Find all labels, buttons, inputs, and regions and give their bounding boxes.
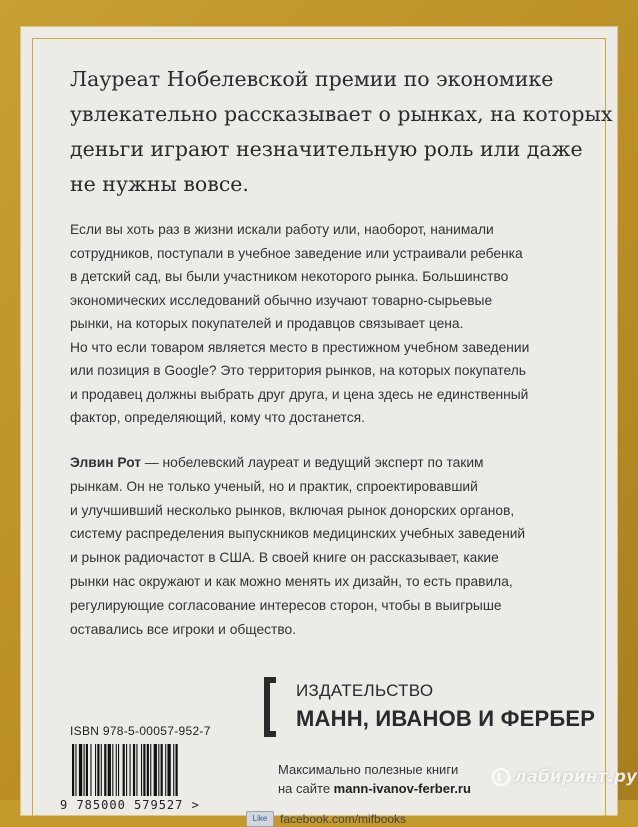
paragraph-line: экономических исследований обычно изучают товарно-сырьевые — [70, 292, 493, 308]
isbn: ISBN 978-5-00057-952-7 — [70, 724, 211, 738]
paragraph-line: систему распределения выпускников медицинских учебных заведений — [70, 526, 526, 542]
facebook-like-icon: Like — [246, 811, 274, 827]
publisher-bracket-icon — [264, 677, 276, 737]
paragraph-line: оставались все игроки и общество. — [70, 621, 297, 637]
paragraph-line: сотрудников, поступали в учебное заведение или устраивали ребенка — [70, 245, 523, 261]
site-prefix: на сайте — [278, 781, 334, 796]
paragraph-line: и рынок радиочастот в США. В своей книге он рассказывает, какие — [70, 550, 499, 566]
paragraph-line: регулирующие согласование интересов сторон, чтобы в выигрыше — [70, 597, 502, 613]
lead-line: не нужны вовсе. — [70, 172, 249, 196]
paragraph-line: Если вы хоть раз в жизни искали работу или, наоборот, нанимали — [70, 222, 494, 237]
author-first-line — [70, 451, 590, 475]
paragraph-line: рынки нас окружают и как можно менять их дизайн, то есть правила, — [70, 573, 513, 589]
paragraph-line: рынки, на которых покупателей и продавцов связывает цена. — [70, 316, 464, 331]
site-link[interactable]: mann-ivanov-ferber.ru — [333, 781, 471, 796]
paragraph-line: в детский сад, вы были участником некоторого рынка. Большинство — [70, 269, 509, 284]
paragraph-line: фактор, определяющий, кому что достанется. — [70, 410, 365, 425]
paragraph-line: или позиция в Google? Это территория рынков, на которых покупатель — [70, 363, 526, 378]
author-first-line-text: — нобелевский лауреат и ведущий эксперт по таким — [141, 455, 484, 470]
labirint-logo-icon — [492, 768, 510, 786]
barcode-image — [70, 744, 220, 796]
back-cover-panel — [20, 26, 618, 826]
publisher-label: ИЗДАТЕЛЬСТВО — [296, 681, 434, 700]
publisher-site — [278, 781, 471, 796]
lead-line: деньги играют незначительную роль или даже — [70, 137, 583, 161]
lead-line: увлекательно рассказывает о рынках, на которых — [70, 102, 613, 126]
publisher-tagline: Максимально полезные книги — [278, 762, 459, 777]
author-name: Элвин Рот — [70, 455, 142, 470]
paragraph-line: и улучшивший несколько рынков, включая рынок донорских органов, — [70, 502, 515, 518]
lead-text — [70, 62, 613, 202]
description-paragraph — [70, 218, 590, 430]
watermark-text: лабиринт.ру — [514, 767, 638, 787]
author-paragraph — [70, 451, 590, 641]
barcode-number: 9 785000 579527 > — [60, 798, 200, 812]
facebook-link[interactable]: facebook.com/mifbooks — [280, 812, 407, 826]
publisher-name: МАНН, ИВАНОВ И ФЕРБЕР — [296, 706, 596, 731]
paragraph-line: и продавец должны выбрать друг друга, и цена здесь не единственный — [70, 386, 529, 402]
labirint-watermark — [492, 767, 637, 787]
lead-line: Лауреат Нобелевской премии по экономике — [70, 67, 554, 91]
paragraph-line: рынкам. Он не только ученый, но и практик, спроектировавший — [70, 478, 478, 494]
paragraph-line: Но что если товаром является место в престижном учебном заведении — [70, 339, 530, 355]
